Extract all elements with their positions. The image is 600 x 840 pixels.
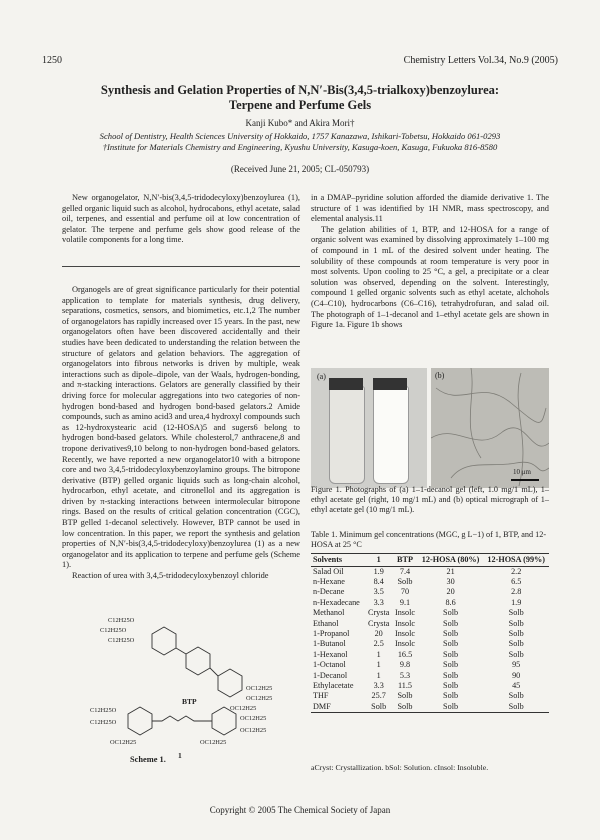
vial-cap xyxy=(373,378,407,390)
scheme-1-structure xyxy=(90,612,290,762)
table-cell: Solb xyxy=(397,691,413,701)
table-cell: Solb xyxy=(365,702,392,713)
table-cell: Solb xyxy=(508,649,524,659)
table-cell: 25.7 xyxy=(371,691,386,701)
vial-cap xyxy=(329,378,363,390)
table-cell: 8.4 xyxy=(373,576,384,586)
table-cell: 20 xyxy=(374,628,383,638)
table-row xyxy=(311,691,549,701)
table-row xyxy=(311,608,549,618)
table-cell: 1.9 xyxy=(511,597,522,607)
abstract xyxy=(62,193,300,246)
affiliations xyxy=(40,131,560,153)
chain-label: C12H25O xyxy=(108,617,135,624)
table-row xyxy=(311,629,549,639)
title-line-2: Terpene and Perfume Gels xyxy=(228,98,372,112)
mgc-table xyxy=(311,553,549,713)
panel-a-label: (a) xyxy=(317,372,326,381)
table-cell: Insolc xyxy=(394,618,415,628)
table-cell: 8.6 xyxy=(445,597,456,607)
table-cell: Solb xyxy=(483,702,549,713)
btp-ring-right xyxy=(218,669,242,697)
table-row xyxy=(311,619,549,629)
table-cell: 3.3 xyxy=(373,597,384,607)
scale-bar-label: 10 μm xyxy=(513,468,531,476)
table-cell: 16.5 xyxy=(397,649,413,659)
table-header: 12-HOSA (99%) xyxy=(483,554,549,567)
reaction-paragraph: Reaction of urea with 3,4,5-tridodecyloxybenzoyl chloride xyxy=(72,571,269,581)
authors: Kanji Kubo* and Akira Mori† xyxy=(245,118,355,128)
table-cell: 9.8 xyxy=(399,660,411,670)
table-header-row xyxy=(311,554,549,567)
btp-ring-left xyxy=(152,627,176,655)
chain-label: C12H25O xyxy=(100,627,127,634)
table-cell: 20 xyxy=(446,587,455,597)
table-header: BTP xyxy=(392,554,418,567)
table-cell: 9.1 xyxy=(399,597,411,607)
table-cell: 70 xyxy=(400,587,410,597)
table-row xyxy=(311,660,549,670)
table-row xyxy=(311,577,549,587)
table-cell: Solb xyxy=(443,680,459,690)
table-cell: Ethylacetate xyxy=(313,680,354,690)
table-cell: 1-Octanol xyxy=(313,660,346,670)
table-cell: n-Decane xyxy=(313,587,345,597)
chain-label: OC12H25 xyxy=(110,739,137,746)
table-cell: DMF xyxy=(311,702,365,713)
table-cell: Solb xyxy=(443,660,459,670)
table-cell: Methanol xyxy=(313,608,345,618)
table-cell: Salad Oil xyxy=(313,566,344,576)
table-cell: Solb xyxy=(508,618,524,628)
table-header: 12-HOSA (80%) xyxy=(418,554,484,567)
chain-label: OC12H25 xyxy=(200,739,227,746)
table-cell: 1-Butanol xyxy=(313,639,346,649)
article-title xyxy=(60,83,540,113)
chain-label: OC12H25 xyxy=(240,727,267,734)
abstract-text: New organogelator, N,N′-bis(3,4,5-tridodecyloxy)benzoylurea (1), gelled organic liquid such as alcohol, hydrocabons, ethyl acetate, salad oil, terpenes, and essential and perfume oil at low concentration of gelator. The terpene and perfume gels show good release of the volatile components for a long time. xyxy=(62,193,300,245)
table-row xyxy=(311,702,549,713)
table-cell: THF xyxy=(313,691,329,701)
table-cell: 30 xyxy=(446,576,455,586)
vial-decanol-gel xyxy=(329,386,365,484)
intro-paragraph: Organogels are of great significance particularly for their potential application to template for materials synthesis, drug delivery, separations, cosmetics, sensors, and biomimetics, etc.1,2 The number of organogelators has rapidly increased over 15 years. In the past, new organogelators often have been discovered accidentally and their studies have been dedicated to understanding the relation between the structure of gelators and gelation behaviors. The aggregation of organogelators into fibrous networks is driven by multiple, weak interactions such as dipole–dipole, van der Waals, hydrogen-bonding, and π-stacking interactions. Gelators are generally classified by their driving force for molecular aggregations into two categories of non-hydrogen bond-based and hydrogen bond-based gelators.2 Amide compounds, such as amino acid3 and urea,4 hydroxyl compounds such as 12-hydroxystearic acid (12-HOSA)5 and sugers6 belong to hydrogen bond-based gelators. While cholesterol,7 anthracene,8 and tropone derivatives9,10 belong to non-hydrogen bond-based gelators. Recently, we have reported a new organogelator10 with a bitropone core and two 3,4,5-tridodecyloxybenzoylamino groups. The bitropone derivative (BTP) gelled organic liquids such as long-chain alcohol, hydrocarbon, ethyl acetate, and citronellol and its aggregation is driven by π-stacking interactions between intermolecular bitropone rings. Based on the results of critical gelation concentration (CGC), BTP gelled 1-decanol selectively. However, BTP cannot be used in low concentration. In this paper, we report the synthesis and gelation properties of N,N′-bis(3,4,5-tridodecyloxy)benzoylurea (1) as a new organogelator and its application to terpene and perfume gels (Scheme 1). xyxy=(62,285,300,570)
btp-label: BTP xyxy=(182,697,197,706)
affiliation-1: School of Dentistry, Health Sciences University of Hokkaido, 1757 Kanazawa, Ishikari-Tobetsu, Hokkaido 061-0293 xyxy=(99,131,501,141)
table-1-caption: Table 1. Minimum gel concentrations (MGC, g L−1) of 1, BTP, and 12-HOSA at 25 °C xyxy=(311,530,547,549)
table-cell: 90 xyxy=(512,670,521,680)
gelation-paragraph: The gelation abilities of 1, BTP, and 12-HOSA for a range of organic solvent was examined by dissolving approximately 1–100 mg of compound in 1 mL of the desired solvent under heating. The solubility of these compounds at room temperature is very poor in most solvents. Upon cooling to 25 °C, a gel, a precipitate or a clear solution was observed, depending on the solvent. Interestingly, compound 1 gelled organic solvents such as ethyl acetate, alchohols (C4–C10), hydrocarbons (C6–C16), tetrahydrofuran, and salad oil. The photograph of 1–1-decanol and 1–ethyl acetate gels are shown in Figure 1a. Figure 1b shows xyxy=(311,224,549,330)
figure-1b-micrograph xyxy=(431,368,549,488)
table-row xyxy=(311,598,549,608)
table-cell: Solb xyxy=(443,639,459,649)
table-cell: Insolc xyxy=(394,608,415,618)
title-line-1: Synthesis and Gelation Properties of N,N′-Bis(3,4,5-trialkoxy)benzoylurea: xyxy=(100,83,500,97)
table-header: 1 xyxy=(365,554,392,567)
table-cell: 21 xyxy=(446,566,455,576)
received-date: (Received June 21, 2005; CL-050793) xyxy=(230,164,370,174)
table-cell: 45 xyxy=(512,680,521,690)
table-cell: Solb xyxy=(443,628,459,638)
table-cell: n-Hexadecane xyxy=(313,597,360,607)
figure-1-caption: Figure 1. Photographs of (a) 1–1-decanol gel (left, 1.0 mg/1 mL), 1–ethyl acetate gel (right, 10 mg/1 mL) and (b) optical micrograph of 1–ethyl acetate gel (10 mg/1 mL). xyxy=(311,485,549,514)
fiber-network xyxy=(431,368,549,488)
chain-label: OC12H25 xyxy=(246,695,273,702)
table-cell: 1.9 xyxy=(373,566,384,576)
table-cell: Insolc xyxy=(394,628,415,638)
table-cell: Solb xyxy=(443,691,459,701)
urea-ring-left xyxy=(128,707,152,735)
table-row xyxy=(311,566,549,577)
table-cell: Solb xyxy=(443,618,459,628)
table-row xyxy=(311,650,549,660)
table-cell: Insolc xyxy=(394,639,415,649)
table-cell: Solb xyxy=(508,608,524,618)
table-footnote: aCryst: Crystallization. bSol: Solution. cInsol: Insoluble. xyxy=(311,763,489,772)
table-row xyxy=(311,681,549,691)
vial-ethyl-acetate-gel xyxy=(373,386,409,484)
table-cell: Solb xyxy=(508,628,524,638)
table-row xyxy=(311,587,549,597)
table-cell: 2.5 xyxy=(373,639,384,649)
table-cell: 2.8 xyxy=(511,587,522,597)
copyright: Copyright © 2005 The Chemical Society of Japan xyxy=(209,805,391,815)
table-cell: Solb xyxy=(443,608,459,618)
table-header: Solvents xyxy=(311,554,365,567)
chain-label: C12H25O xyxy=(90,719,117,726)
table-cell: 1-Decanol xyxy=(313,670,348,680)
table-cell: Solb xyxy=(508,691,524,701)
chain-label: C12H25O xyxy=(108,637,135,644)
table-body xyxy=(311,566,549,713)
btp-ring-mid xyxy=(186,647,210,675)
right-column xyxy=(311,193,549,331)
table-cell: Solb xyxy=(397,576,413,586)
affiliation-2: †Institute for Materials Chemistry and Engineering, Kyushu University, Kasuga-koen, Kasuga, Fukuoka 816-8580 xyxy=(102,142,498,152)
table-cell: Crysta xyxy=(367,618,390,628)
table-cell: 1 xyxy=(376,670,381,680)
table-cell: 2.2 xyxy=(511,566,522,576)
table-cell: 6.5 xyxy=(511,576,522,586)
figure-1a-photo xyxy=(311,368,427,488)
table-cell: Solb xyxy=(443,670,459,680)
chain-label: OC12H25 xyxy=(230,705,257,712)
table-cell: Solb xyxy=(443,649,459,659)
table-cell: n-Hexane xyxy=(313,576,345,586)
panel-b-label: (b) xyxy=(435,371,445,380)
table-cell: 5.3 xyxy=(399,670,411,680)
synthesis-paragraph: in a DMAP–pyridine solution afforded the diamide derivative 1. The structure of 1 was identified by 1H NMR, mass spectroscopy, and elemental analysis.11 xyxy=(311,193,549,224)
table-cell: Crysta xyxy=(367,608,390,618)
compound-label: 1 xyxy=(178,751,182,760)
chain-label: C12H25O xyxy=(90,707,117,714)
table-cell: 7.4 xyxy=(399,566,411,576)
table-row xyxy=(311,639,549,649)
table-cell: 1 xyxy=(376,649,381,659)
table-cell: 95 xyxy=(512,660,521,670)
table-cell: 1-Hexanol xyxy=(313,649,348,659)
left-column xyxy=(62,285,300,582)
table-cell: 3.3 xyxy=(373,680,384,690)
page-number: 1250 xyxy=(42,55,62,66)
scheme-caption: Scheme 1. xyxy=(130,755,166,764)
table-cell: Ethanol xyxy=(313,618,339,628)
table-cell: 1 xyxy=(376,660,381,670)
abstract-divider xyxy=(62,266,300,267)
chain-label: OC12H25 xyxy=(240,715,267,722)
table-cell: 1-Propanol xyxy=(313,628,350,638)
table-cell: Solb xyxy=(392,702,418,713)
table-cell: 3.5 xyxy=(373,587,384,597)
journal-header: Chemistry Letters Vol.34, No.9 (2005) xyxy=(403,55,558,66)
table-row xyxy=(311,671,549,681)
table-cell: Solb xyxy=(508,639,524,649)
table-cell: Solb xyxy=(418,702,484,713)
table-cell: 11.5 xyxy=(397,680,412,690)
chain-label: OC12H25 xyxy=(246,685,273,692)
